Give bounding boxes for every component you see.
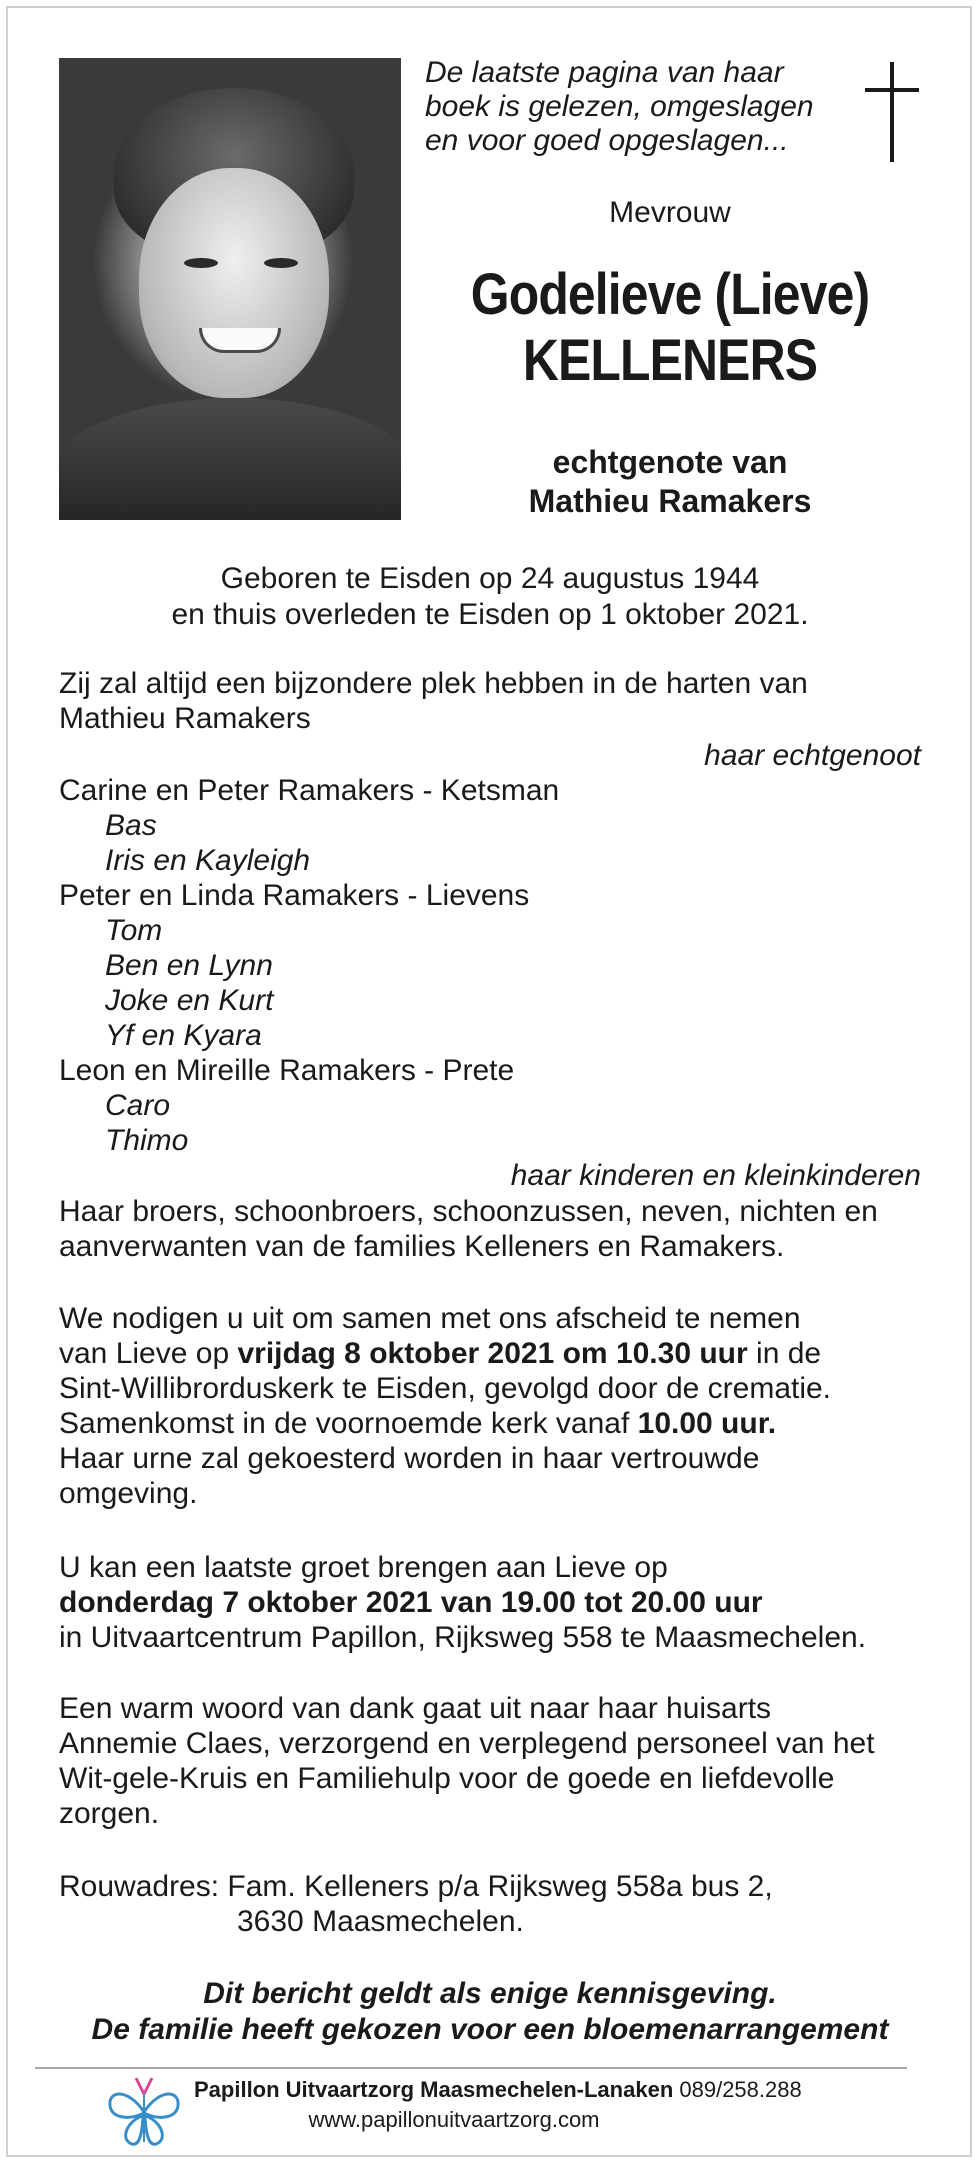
ceremony-line: Haar urne zal gekoesterd worden in haar vertrouwde	[59, 1442, 760, 1475]
address-line: 3630 Maasmechelen.	[237, 1905, 524, 1938]
ceremony-line: Sint-Willibrorduskerk te Eisden, gevolgd door de crematie.	[59, 1372, 832, 1405]
relatives-line: aanverwanten van de families Kelleners en Ramakers.	[59, 1230, 785, 1263]
thanks-line: zorgen.	[59, 1797, 160, 1830]
family-name: Leon en Mireille Ramakers - Prete	[59, 1054, 515, 1087]
grandchild-name: Caro	[105, 1089, 171, 1122]
butterfly-logo-icon	[106, 2072, 182, 2150]
visitation-line: U kan een laatste groet brengen aan Lieve op	[59, 1551, 668, 1584]
grandchild-name: Bas	[105, 809, 157, 842]
photo-eye-left	[184, 258, 218, 268]
thanks-line: Annemie Claes, verzorgend en verplegend personeel van het	[59, 1727, 875, 1760]
grandchild-name: Joke en Kurt	[105, 984, 274, 1017]
quote-line: De laatste pagina van haar	[425, 56, 784, 89]
deceased-first-name: Godelieve (Lieve)	[470, 262, 870, 327]
husband-role: haar echtgenoot	[704, 739, 921, 772]
grandchild-name: Thimo	[105, 1124, 189, 1157]
grandchild-name: Ben en Lynn	[105, 949, 273, 982]
address-line: Rouwadres: Fam. Kelleners p/a Rijksweg 558a bus 2,	[59, 1870, 773, 1903]
gathering-time: 10.00 uur.	[637, 1407, 777, 1440]
ceremony-line	[59, 1406, 921, 1441]
funeral-home-website[interactable]: www.papillonuitvaartzorg.com	[308, 2107, 600, 2132]
ceremony-text-pre: van Lieve op	[59, 1337, 238, 1370]
intro-line: Mathieu Ramakers	[59, 702, 311, 735]
mourning-address	[59, 1869, 921, 1939]
visitation-text	[59, 1550, 921, 1655]
visitation-line: in Uitvaartcentrum Papillon, Rijksweg 558 te Maasmechelen.	[59, 1621, 867, 1654]
visitation-datetime-bold: donderdag 7 oktober 2021 van 19.00 tot 20.00 uur	[59, 1586, 763, 1619]
photo-smile	[199, 328, 281, 353]
salutation: Mevrouw	[609, 196, 731, 229]
ceremony-datetime: vrijdag 8 oktober 2021 om 10.30 uur	[237, 1337, 748, 1370]
birth-line: Geboren te Eisden op 24 augustus 1944	[220, 562, 760, 595]
birth-death-dates	[0, 561, 980, 633]
intro-text	[59, 666, 921, 736]
deceased-name	[459, 262, 880, 394]
grandchild-name: Yf en Kyara	[105, 1019, 262, 1052]
quote-line: en voor goed opgeslagen...	[425, 124, 789, 157]
spouse-relation: echtgenote van	[552, 444, 788, 480]
thanks-line: Een warm woord van dank gaat uit naar haar huisarts	[59, 1692, 772, 1725]
notice-line: De familie heeft gekozen voor een bloemenarrangement	[91, 2013, 889, 2046]
death-line: en thuis overleden te Eisden op 1 oktober 2021.	[171, 598, 809, 631]
intro-line: Zij zal altijd een bijzondere plek hebben in de harten van	[59, 667, 808, 700]
thanks-line: Wit-gele-Kruis en Familiehulp voor de goede en liefdevolle	[59, 1762, 835, 1795]
photo-eye-right	[264, 258, 298, 268]
ceremony-text-post: in de	[747, 1337, 822, 1370]
visitation-datetime	[59, 1585, 921, 1620]
notice-line: Dit bericht geldt als enige kennisgeving.	[203, 1977, 777, 2010]
funeral-home-name: Papillon Uitvaartzorg Maasmechelen-Lanaken	[194, 2077, 674, 2102]
ceremony-line: We nodigen u uit om samen met ons afscheid te nemen	[59, 1302, 801, 1335]
funeral-home-phone: 089/258.288	[673, 2077, 802, 2102]
children-role: haar kinderen en kleinkinderen	[510, 1159, 921, 1192]
relatives-text	[59, 1194, 921, 1264]
photo-shoulders	[59, 398, 401, 520]
thanks-text	[59, 1691, 921, 1831]
opening-quote	[425, 56, 845, 158]
deceased-last-name: KELLENERS	[522, 328, 818, 393]
grandchild-name: Iris en Kayleigh	[105, 844, 311, 877]
spouse-name: Mathieu Ramakers	[528, 483, 812, 519]
quote-line: boek is gelezen, omgeslagen	[425, 90, 814, 123]
spouse-block	[425, 443, 915, 521]
family-name: Carine en Peter Ramakers - Ketsman	[59, 774, 560, 807]
gathering-text: Samenkomst in de voornoemde kerk vanaf	[59, 1407, 638, 1440]
portrait-photo	[59, 58, 401, 520]
funeral-home-contact	[194, 2076, 802, 2104]
ceremony-line	[59, 1336, 921, 1371]
photo-face	[139, 168, 329, 398]
ceremony-text	[59, 1301, 921, 1511]
footer-divider	[35, 2067, 907, 2069]
family-name: Peter en Linda Ramakers - Lievens	[59, 879, 530, 912]
relatives-line: Haar broers, schoonbroers, schoonzussen, neven, nichten en	[59, 1195, 878, 1228]
grandchild-name: Tom	[105, 914, 163, 947]
ceremony-line: omgeving.	[59, 1477, 198, 1510]
cross-icon	[865, 62, 919, 162]
